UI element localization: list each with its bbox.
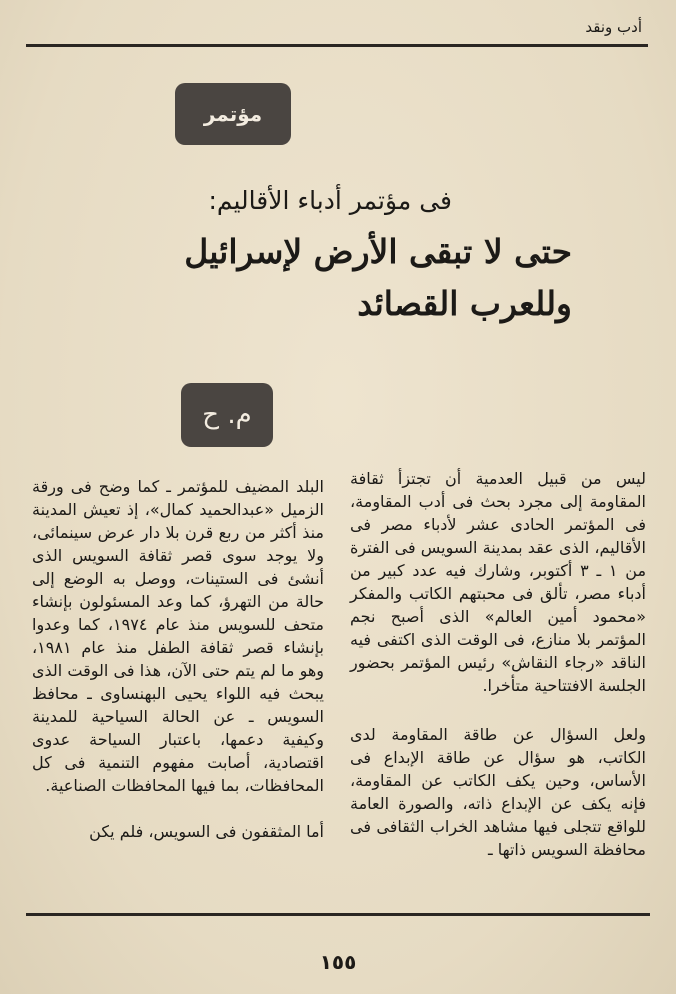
column-right-paragraph-1: ليس من قبيل العدمية أن تجتزأ ثقافة المقاومة إلى مجرد بحث فى أدب المقاومة، فى المؤتمر الحادى عشر لأدباء مصر فى الأقاليم، الذى عقد بمدينة السويس فى الفترة من ١ ـ ٣ أكتوبر، وشارك فيه عدد كبير من أدباء مصر، تألق فى محبتهم الكاتب والمفكر «محمود أمين العالم» الذى أصبح نجم المؤتمر بلا منازع، فى الوقت الذى اكتفى فيه الناقد «رجاء النقاش» رئيس المؤتمر بحضور الجلسة الافتتاحية متأخرا.: [350, 469, 647, 695]
column-right: [350, 467, 646, 861]
author-initials: م. ح: [202, 400, 252, 430]
column-right-paragraph-2: ولعل السؤال عن طاقة المقاومة لدى الكاتب، هو سؤال عن طاقة الإبداع فى الأساس، وحين يكف الكاتب عن المقاومة، فإنه يكف عن الإبداع ذاته، والصورة العامة للواقع تتجلى فيها مشاهد الخراب الثقافى فى محافظة السويس ذاتها ـ: [350, 725, 646, 859]
bottom-rule: [26, 913, 650, 916]
article-subtitle: فى مؤتمر أدباء الأقاليم:: [208, 186, 452, 215]
title-line-2: وللعرب القصائد: [357, 284, 572, 323]
column-left-paragraph-2: أما المثقفون فى السويس، فلم يكن: [89, 822, 324, 841]
title-line-1: حتى لا تبقى الأرض لإسرائيل: [184, 232, 572, 271]
column-left-paragraph-1: البلد المضيف للمؤتمر ـ كما وضح فى ورقة الزميل «عبدالحميد كمال»، إذ تعيش المدينة منذ أكثر من ربع قرن بلا دار عرض سينمائى، ولا يوجد سوى قصر ثقافة السويس الذى أنشئ فى الستينات، ووصل به الوضع إلى حالة من التهرؤ، كما وعد المسئولون بإنشاء متحف للسويس منذ عام ١٩٧٤، كما وعدوا بإنشاء قصر ثقافة الطفل منذ عام ١٩٨١، وهو ما لم يتم حتى الآن، هذا فى الوقت الذى يبحث فيه اللواء يحيى البهنساوى ـ محافظ السويس ـ عن الحالة السياحية للمدينة وكيفية دعمها، باعتبار السياحة عدوى اقتصادية، أصابت مفهوم التنمية فى كل المحافظات، بما فيها المحافظات الصناعية.: [32, 477, 324, 795]
running-head: أدب ونقد: [585, 18, 642, 36]
page-number: ١٥٥: [319, 950, 357, 974]
top-rule: [26, 44, 648, 47]
author-box: [181, 383, 273, 447]
article-title: [112, 226, 572, 330]
section-label-text: مؤتمر: [203, 102, 263, 126]
section-label: [175, 83, 291, 145]
column-left: [32, 475, 324, 843]
